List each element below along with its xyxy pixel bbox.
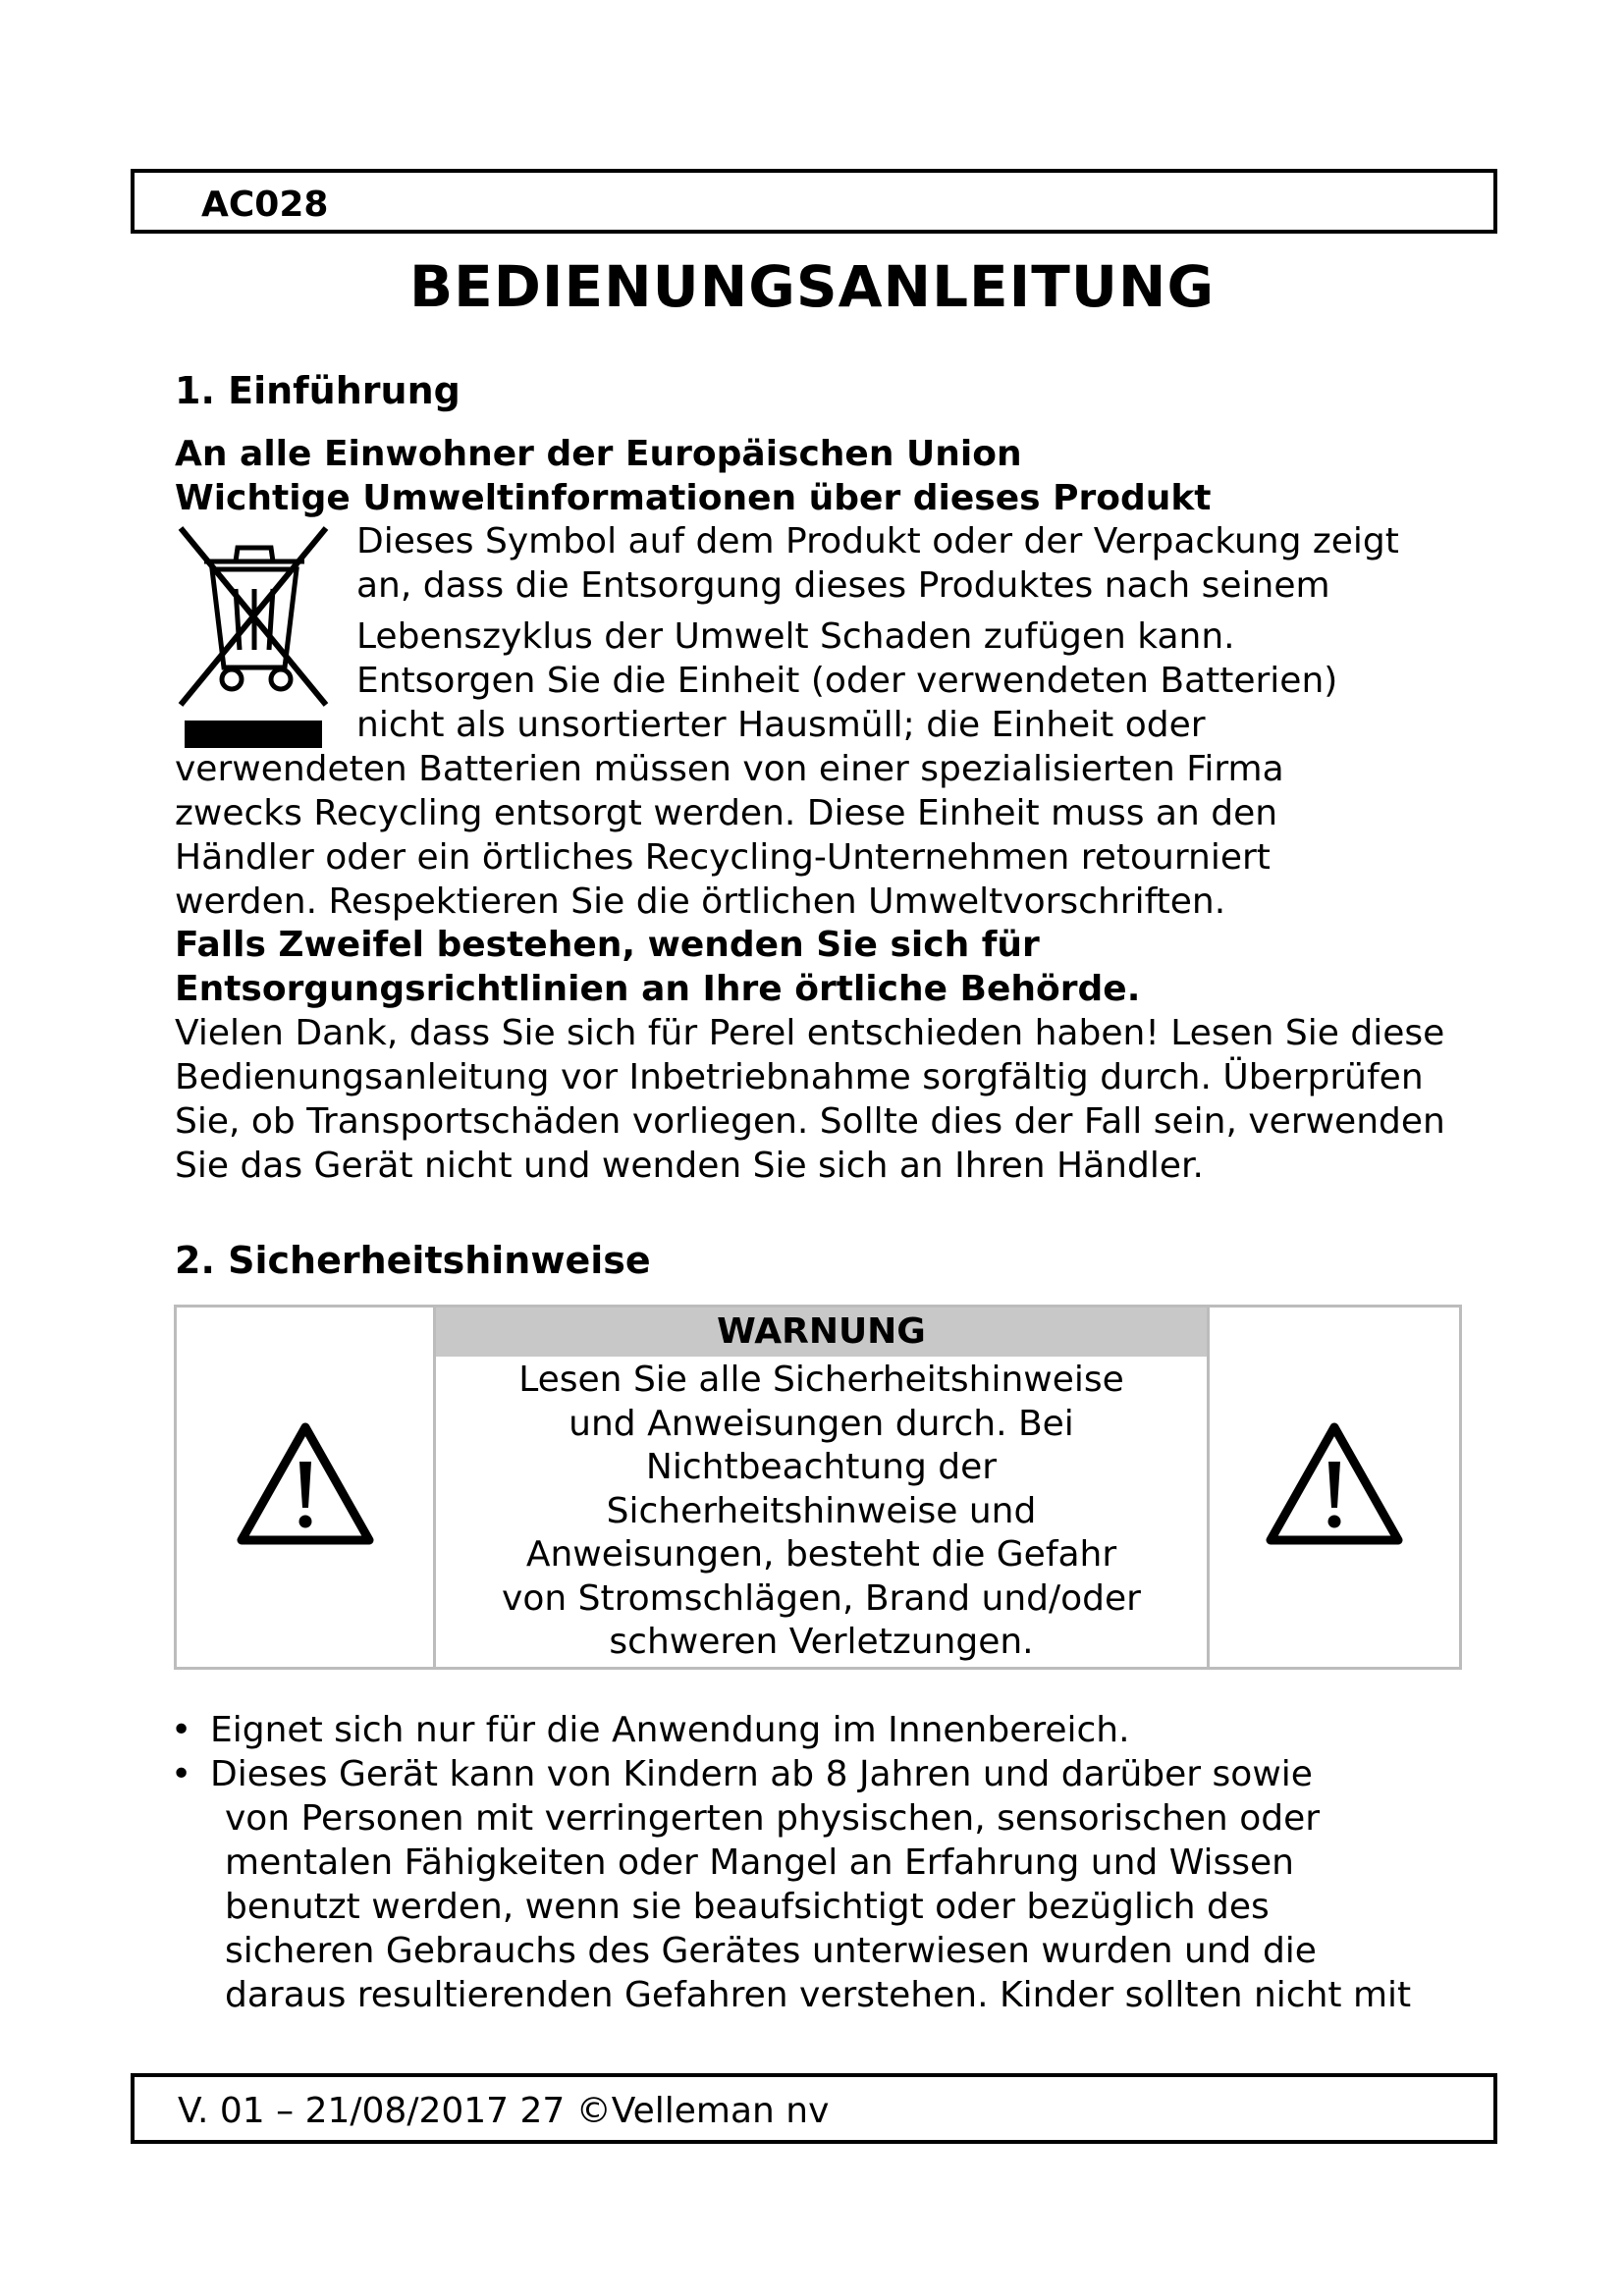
doubt-line: Entsorgungsrichtlinien an Ihre örtliche Behörde. (175, 969, 1141, 1009)
env-line: an, dass die Entsorgung dieses Produktes nach seinem (356, 565, 1330, 606)
warning-line: Lesen Sie alle Sicherheitshinweise (518, 1360, 1124, 1400)
env-line: Entsorgen Sie die Einheit (oder verwendeten Batterien) (356, 661, 1338, 701)
bullet-line: mentalen Fähigkeiten oder Mangel an Erfahrung und Wissen (225, 1842, 1294, 1883)
weee-bin-icon (175, 520, 332, 712)
bullet-line: Eignet sich nur für die Anwendung im Innenbereich. (210, 1710, 1130, 1750)
env-line: Dieses Symbol auf dem Produkt oder der Verpackung zeigt (356, 521, 1399, 561)
warning-title: WARNUNG (436, 1308, 1207, 1357)
section-heading-intro: 1. Einführung (175, 369, 460, 412)
env-line: nicht als unsortierter Hausmüll; die Einheit oder (356, 705, 1206, 745)
doubt-line: Falls Zweifel bestehen, wenden Sie sich für (175, 925, 1040, 965)
env-line: Lebenszyklus der Umwelt Schaden zufügen kann. (356, 616, 1235, 657)
bullet-symbol: • (171, 1710, 192, 1750)
warning-line: von Stromschlägen, Brand und/oder (502, 1577, 1141, 1619)
env-line: Händler oder ein örtliches Recycling-Unternehmen retourniert (175, 837, 1271, 878)
bullet-symbol: • (171, 1754, 192, 1794)
warning-left-cell (177, 1308, 436, 1667)
warning-content-cell (436, 1308, 1207, 1667)
thanks-line: Vielen Dank, dass Sie sich für Perel entschieden haben! Lesen Sie diese (175, 1013, 1445, 1053)
warning-line: Anweisungen, besteht die Gefahr (525, 1534, 1117, 1575)
env-line: verwendeten Batterien müssen von einer spezialisierten Firma (175, 749, 1284, 789)
footer-box (131, 2073, 1497, 2144)
bullet-line: benutzt werden, wenn sie beaufsichtigt oder bezüglich des (225, 1887, 1270, 1927)
warning-text (436, 1357, 1207, 1665)
warning-right-cell (1207, 1308, 1462, 1667)
header-box (131, 169, 1497, 234)
env-line: zwecks Recycling entsorgt werden. Diese Einheit muss an den (175, 793, 1278, 833)
thanks-line: Bedienungsanleitung vor Inbetriebnahme sorgfältig durch. Überprüfen (175, 1057, 1424, 1097)
warning-triangle-icon (1261, 1417, 1408, 1550)
model-code: AC028 (201, 185, 329, 225)
bullet-line: sicheren Gebrauchs des Gerätes unterwiesen wurden und die (225, 1931, 1317, 1971)
thanks-line: Sie das Gerät nicht und wenden Sie sich an Ihren Händler. (175, 1146, 1204, 1186)
warning-triangle-icon (232, 1417, 379, 1550)
section-heading-safety: 2. Sicherheitshinweise (175, 1239, 651, 1282)
warning-box (174, 1305, 1462, 1670)
warning-line: schweren Verletzungen. (609, 1622, 1034, 1662)
warning-line: und Anweisungen durch. Bei (568, 1403, 1074, 1444)
bullet-line: Dieses Gerät kann von Kindern ab 8 Jahren und darüber sowie (210, 1754, 1313, 1794)
warning-line: Nichtbeachtung der (645, 1447, 998, 1487)
env-line: werden. Respektieren Sie die örtlichen Umweltvorschriften. (175, 881, 1226, 922)
bullet-line: daraus resultierenden Gefahren verstehen. Kinder sollten nicht mit (225, 1975, 1412, 2015)
warning-line: Sicherheitshinweise und (606, 1490, 1037, 1531)
page-title: BEDIENUNGSANLEITUNG (408, 253, 1216, 320)
bullet-line: von Personen mit verringerten physischen, sensorischen oder (225, 1798, 1321, 1839)
eu-heading: An alle Einwohner der Europäischen Union (175, 434, 1022, 474)
env-heading: Wichtige Umweltinformationen über dieses Produkt (175, 478, 1212, 518)
footer-text: V. 01 – 21/08/2017 27 ©Velleman nv (178, 2091, 830, 2131)
weee-bar-icon (185, 721, 322, 748)
thanks-line: Sie, ob Transportschäden vorliegen. Sollte dies der Fall sein, verwenden (175, 1101, 1445, 1142)
